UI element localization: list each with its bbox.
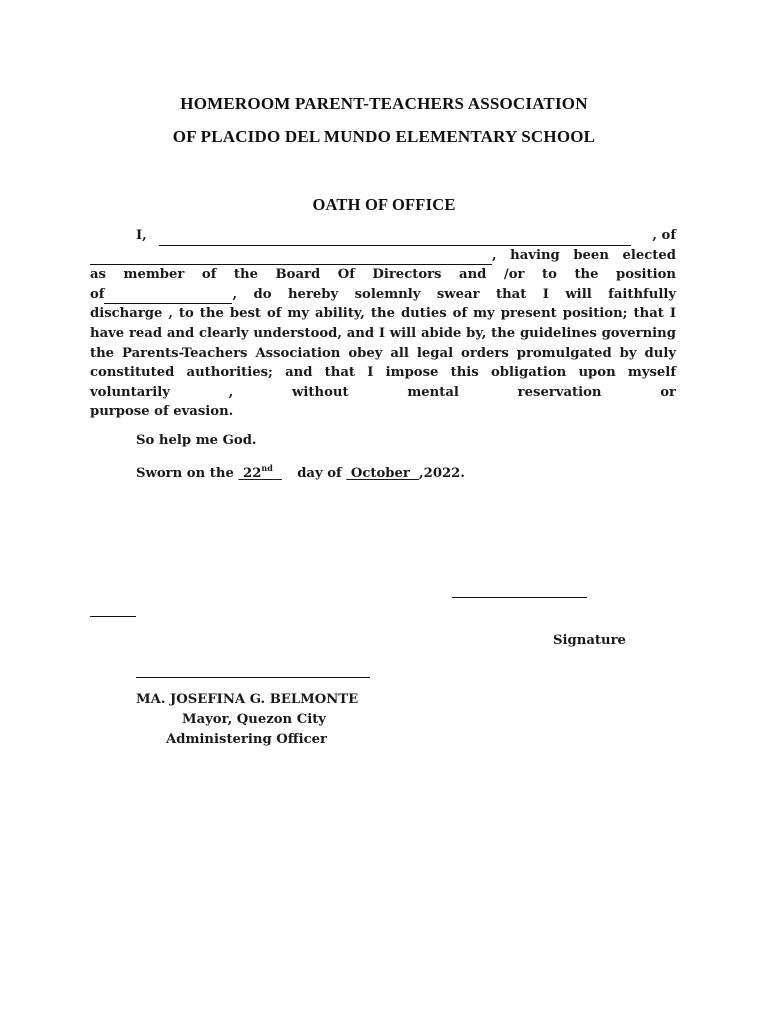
sworn-line [136,463,465,481]
sworn-day-of: day of [297,466,342,481]
oath-intro-of: , of [652,228,676,243]
position-blank [104,289,232,304]
sworn-day [238,463,282,481]
name-blank [159,231,631,246]
oath-line-2 [90,246,676,266]
oath-line-4 [90,285,676,305]
sworn-year: ,2022. [419,466,465,481]
header-line-1: HOMEROOM PARENT-TEACHERS ASSOCIATION [180,94,588,113]
oath-of-prefix: of [90,286,105,302]
oath-paragraph: discharge , to the best of my ability, the duties of my present position; that I have read and clearly understood, and I will abide by, the guidelines governing the Parents-Teachers Association obey all legal orders promulgated by duly constituted authorities; and that I impose this obligation upon myself voluntarily , without mental reservation or [90,306,676,400]
sworn-day-suffix: nd [261,463,273,473]
oath-swear-line: , do hereby solemnly swear that I will faithfully [232,286,676,302]
officer-name: MA. JOSEFINA G. BELMONTE [136,692,359,707]
address-blank [90,250,492,265]
oath-line-3 [90,265,676,285]
oath-board-line: as member of the Board Of Directors and /or to the position [90,267,676,283]
oath-intro-i: I, [136,228,147,243]
officer-role: Administering Officer [166,732,327,747]
sworn-month-text: October [350,466,410,481]
so-help-me-god: So help me God. [136,433,257,448]
signature-line-left [90,616,136,617]
sworn-prefix: Sworn on the [136,466,234,481]
oath-line-1 [90,226,676,246]
header-line-2: OF PLACIDO DEL MUNDO ELEMENTARY SCHOOL [172,127,596,146]
oath-last-line: purpose of evasion. [90,404,234,420]
signature-label: Signature [553,633,626,648]
oath-having-been-elected: , having been elected [492,247,676,263]
oath-body [90,226,676,422]
officer-title: Mayor, Quezon City [182,712,326,727]
signature-line-right [452,597,587,598]
document-title: OATH OF OFFICE [312,195,456,214]
officer-signature-line [136,677,370,678]
sworn-month [346,466,419,481]
sworn-day-number: 22 [243,466,262,481]
